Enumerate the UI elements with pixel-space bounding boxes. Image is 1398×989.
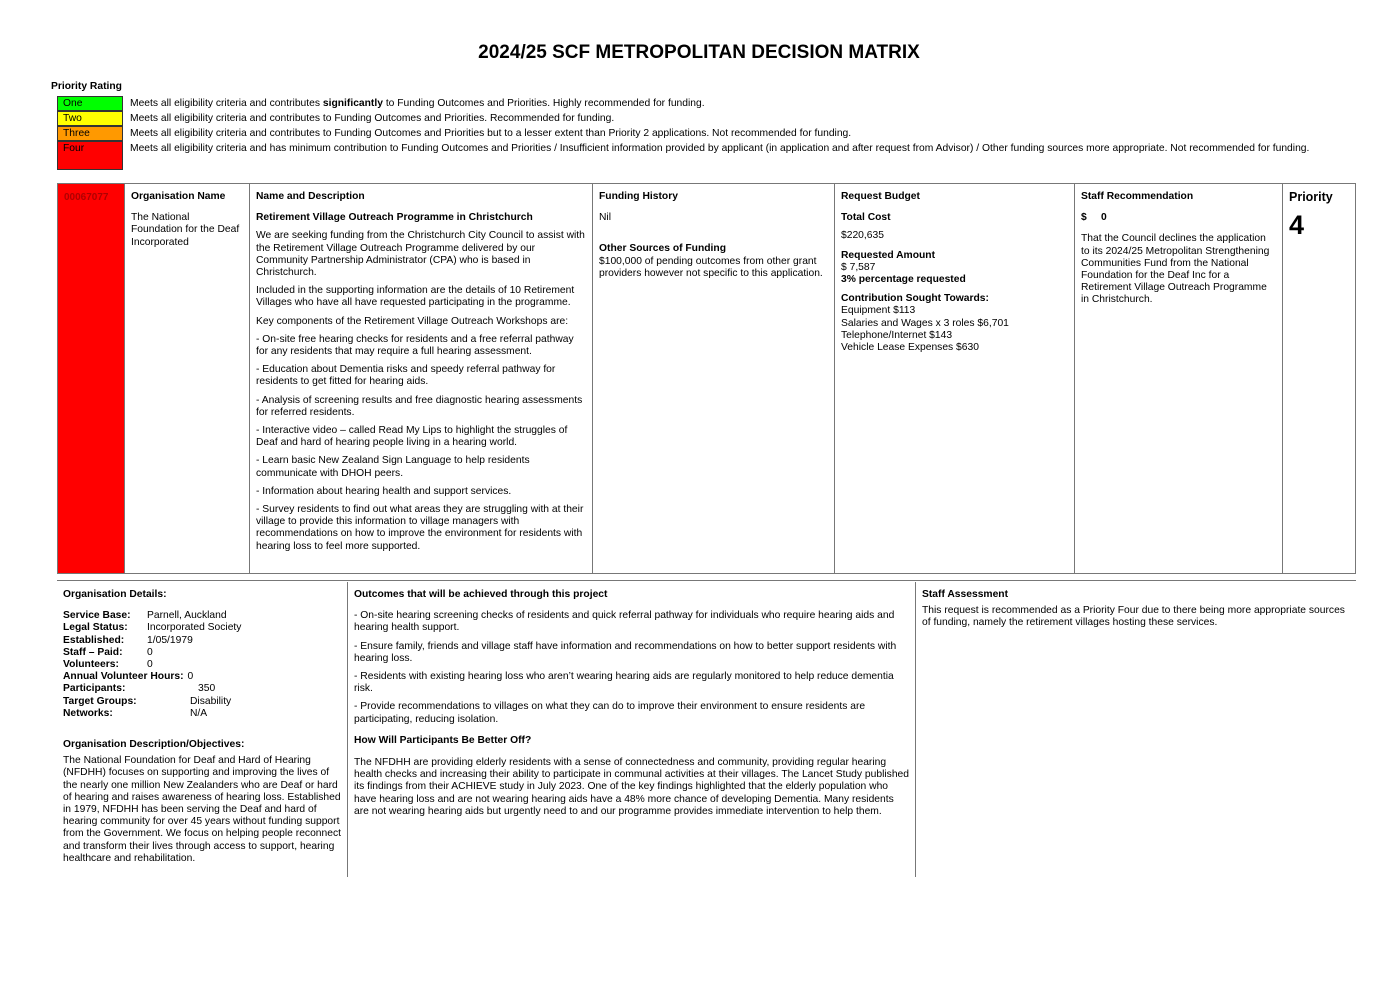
priority-desc-one-a: Meets all eligibility criteria and contributes bbox=[130, 98, 323, 109]
total-cost: $220,635 bbox=[841, 230, 884, 242]
priority-desc-three: Meets all eligibility criteria and contributes to Funding Outcomes and Priorities but to a lesser extent than Priority 2 applications. Not recommended for funding. bbox=[130, 128, 852, 139]
desc-paragraph: - Information about hearing health and support services. bbox=[256, 485, 512, 497]
funding-history: Nil bbox=[599, 212, 612, 224]
contribution-item: Vehicle Lease Expenses $630 bbox=[841, 342, 979, 354]
percentage-requested: 3% percentage requested bbox=[841, 274, 966, 286]
priority-rating-heading: Priority Rating bbox=[51, 81, 122, 92]
better-off-heading: How Will Participants Be Better Off? bbox=[354, 734, 532, 746]
funding-history-cell bbox=[593, 184, 835, 573]
staff-recommendation-text: That the Council declines the application to its 2024/25 Metropolitan Strengthening Communities Fund from the National Foundation for the Deaf Inc for a Retirement Village Outreach Programme in Christchurch. bbox=[1081, 233, 1270, 306]
better-off-text: The NFDHH are providing elderly residents with a sense of connectedness and community, providing regular hearing health checks and increasing their ability to participate in communal activities at their villages. The Lancet Study published its findings from their ACHIEVE study in July 2023. One of the key findings highlighted that the elderly population who have hearing loss and are not wearing hearing aids have a 48% more chance of developing Dementia. Many residents are not wearing hearing aids but urgently need to and our programme provides immediate intervention to help them. bbox=[354, 757, 910, 817]
outcome-item: - Ensure family, friends and village staff have information and recommendations on how to better support residents with hearing loss. bbox=[354, 640, 897, 664]
org-details-cell bbox=[57, 582, 348, 877]
org-detail-key: Established: bbox=[63, 634, 125, 646]
desc-paragraph: We are seeking funding from the Christchurch City Council to assist with the Retirement Village Outreach Programme delivered by our Community Partnership Administrator (CPA) who is based in Christchurch. bbox=[256, 230, 585, 279]
org-name-heading: Organisation Name bbox=[131, 191, 226, 202]
org-detail-key: Service Base: bbox=[63, 610, 131, 622]
desc-paragraph: - Education about Dementia risks and speedy referral pathway for residents to get fitted for hearing aids. bbox=[256, 364, 556, 388]
project-name: Retirement Village Outreach Programme in Christchurch bbox=[256, 212, 533, 224]
total-cost-label: Total Cost bbox=[841, 212, 891, 224]
org-detail-row bbox=[63, 708, 341, 720]
funding-history-heading: Funding History bbox=[599, 191, 678, 202]
request-budget-cell bbox=[835, 184, 1075, 573]
description-cell bbox=[250, 184, 593, 573]
contribution-item: Salaries and Wages x 3 roles $6,701 bbox=[841, 317, 1009, 329]
org-detail-value: N/A bbox=[190, 707, 208, 719]
org-detail-value: Incorporated Society bbox=[147, 622, 242, 634]
outcome-item: - Residents with existing hearing loss who aren’t wearing hearing aids are regularly monitored to help reduce dementia risk. bbox=[354, 671, 894, 695]
description-heading: Name and Description bbox=[256, 191, 365, 202]
org-detail-value: Disability bbox=[190, 695, 232, 707]
staff-recommendation-cell bbox=[1075, 184, 1283, 573]
org-detail-row bbox=[63, 610, 341, 622]
desc-paragraph: - Learn basic New Zealand Sign Language to help residents communicate with DHOH peers. bbox=[256, 455, 530, 479]
org-detail-key: Annual Volunteer Hours: bbox=[63, 671, 184, 683]
priority-heading: Priority bbox=[1289, 190, 1333, 204]
org-detail-row bbox=[63, 622, 341, 634]
priority-swatch-four: Four bbox=[57, 141, 123, 170]
priority-swatch-three: Three bbox=[57, 126, 123, 141]
org-detail-row bbox=[63, 671, 341, 683]
priority-swatch-two: Two bbox=[57, 111, 123, 126]
priority-cell bbox=[1283, 184, 1355, 573]
staff-recommendation-heading: Staff Recommendation bbox=[1081, 191, 1194, 202]
org-name-cell bbox=[125, 184, 250, 573]
desc-paragraph: - Analysis of screening results and free diagnostic hearing assessments for referred residents. bbox=[256, 394, 583, 418]
priority-swatch-one: One bbox=[57, 96, 123, 111]
org-detail-value: 0 bbox=[147, 659, 153, 671]
other-sources-heading: Other Sources of Funding bbox=[599, 243, 726, 255]
priority-legend bbox=[57, 96, 1317, 170]
priority-legend-row-two bbox=[57, 111, 1317, 126]
priority-desc-one-bold: significantly bbox=[322, 98, 383, 109]
org-detail-value: 350 bbox=[198, 683, 216, 695]
desc-paragraph: - Interactive video – called Read My Lips to highlight the struggles of Deaf and hard of hearing people living in a hearing world. bbox=[256, 425, 568, 449]
staff-assessment-text: This request is recommended as a Priority Four due to there being more appropriate sources of funding, namely the retirement villages hosting these services. bbox=[922, 605, 1345, 629]
org-name: The National Foundation for the Deaf Incorporated bbox=[131, 212, 240, 248]
staff-assessment-cell bbox=[916, 582, 1356, 877]
staff-recommendation-amount: $ 0 bbox=[1081, 212, 1107, 224]
priority-legend-row-one bbox=[57, 96, 1317, 111]
contribution-item: Telephone/Internet $143 bbox=[841, 329, 953, 341]
outcome-item: - On-site hearing screening checks of residents and quick referral pathway for individuals who require hearing aids and hearing health support. bbox=[354, 610, 895, 634]
desc-paragraph: Included in the supporting information are the details of 10 Retirement Villages who have all have requested participating in the programme. bbox=[256, 285, 575, 309]
contribution-label: Contribution Sought Towards: bbox=[841, 293, 989, 305]
outcomes-heading: Outcomes that will be achieved through this project bbox=[354, 589, 608, 600]
org-detail-row bbox=[63, 647, 341, 659]
org-detail-row bbox=[63, 696, 341, 708]
org-detail-key: Legal Status: bbox=[63, 622, 128, 634]
org-description: The National Foundation for Deaf and Hard of Hearing (NFDHH) focuses on supporting and improving the lives of the nearly one million New Zealanders who are Deaf or hard of hearing and raises awareness of hearing loss. Established in 1979, NFDHH has been serving the Deaf and hard of hearing community for over 45 years without funding support from the Government. We focus on helping people reconnect and transform their lives through access to support, hearing healthcare and rehabilitation. bbox=[63, 755, 341, 864]
org-detail-key: Staff – Paid: bbox=[63, 646, 123, 658]
org-details-heading: Organisation Details: bbox=[63, 589, 167, 600]
divider bbox=[57, 580, 1356, 581]
org-detail-value: 0 bbox=[147, 646, 153, 658]
org-detail-row bbox=[63, 635, 341, 647]
details-section bbox=[57, 582, 1356, 877]
priority-legend-row-three bbox=[57, 126, 1317, 141]
requested-amount-label: Requested Amount bbox=[841, 249, 936, 261]
org-detail-value: 0 bbox=[187, 671, 194, 683]
org-detail-row bbox=[63, 659, 341, 671]
other-sources: $100,000 of pending outcomes from other grant providers however not specific to this application. bbox=[599, 255, 823, 279]
desc-paragraph: - Survey residents to find out what areas they are struggling with at their village to provide this information to village managers with recommendations on how to improve the environment for residents with hearing loss to feel more supported. bbox=[256, 504, 584, 552]
desc-paragraph: Key components of the Retirement Village Outreach Workshops are: bbox=[256, 315, 569, 327]
priority-value: 4 bbox=[1289, 210, 1305, 241]
desc-paragraph: - On-site free hearing checks for residents and a free referral pathway for any residents that may require a full hearing assessment. bbox=[256, 333, 574, 358]
page-title: 2024/25 SCF METROPOLITAN DECISION MATRIX bbox=[478, 42, 920, 63]
staff-assessment-heading: Staff Assessment bbox=[922, 589, 1009, 600]
org-detail-key: Networks: bbox=[63, 707, 113, 719]
priority-desc-one bbox=[123, 96, 705, 110]
request-budget-heading: Request Budget bbox=[841, 191, 920, 202]
org-detail-key: Volunteers: bbox=[63, 659, 119, 671]
org-description-heading: Organisation Description/Objectives: bbox=[63, 739, 245, 751]
application-id: 00067077 bbox=[64, 192, 109, 203]
requested-amount: $ 7,587 bbox=[841, 261, 876, 273]
application-id-cell bbox=[58, 184, 125, 573]
org-detail-value: Parnell, Auckland bbox=[147, 610, 227, 622]
priority-desc-one-b: to Funding Outcomes and Priorities. Highly recommended for funding. bbox=[382, 98, 705, 109]
org-detail-key: Participants: bbox=[63, 683, 126, 695]
priority-desc-four: Meets all eligibility criteria and has minimum contribution to Funding Outcomes and Priorities / Insufficient information provided by applicant (in application and after request from Advisor) / Other funding sources more appropriate. Not recommended for funding. bbox=[130, 143, 1310, 154]
priority-legend-row-four bbox=[57, 141, 1317, 170]
decision-matrix-row bbox=[57, 183, 1356, 574]
org-detail-value: 1/05/1979 bbox=[147, 634, 193, 646]
priority-desc-two: Meets all eligibility criteria and contributes to Funding Outcomes and Priorities. Recommended for funding. bbox=[130, 113, 615, 124]
contribution-item: Equipment $113 bbox=[841, 305, 916, 317]
outcome-item: - Provide recommendations to villages on what they can do to improve their environment to ensure residents are participating, reducing isolation. bbox=[354, 701, 866, 725]
org-detail-row bbox=[63, 683, 341, 695]
outcomes-cell bbox=[348, 582, 916, 877]
org-detail-key: Target Groups: bbox=[63, 695, 137, 707]
